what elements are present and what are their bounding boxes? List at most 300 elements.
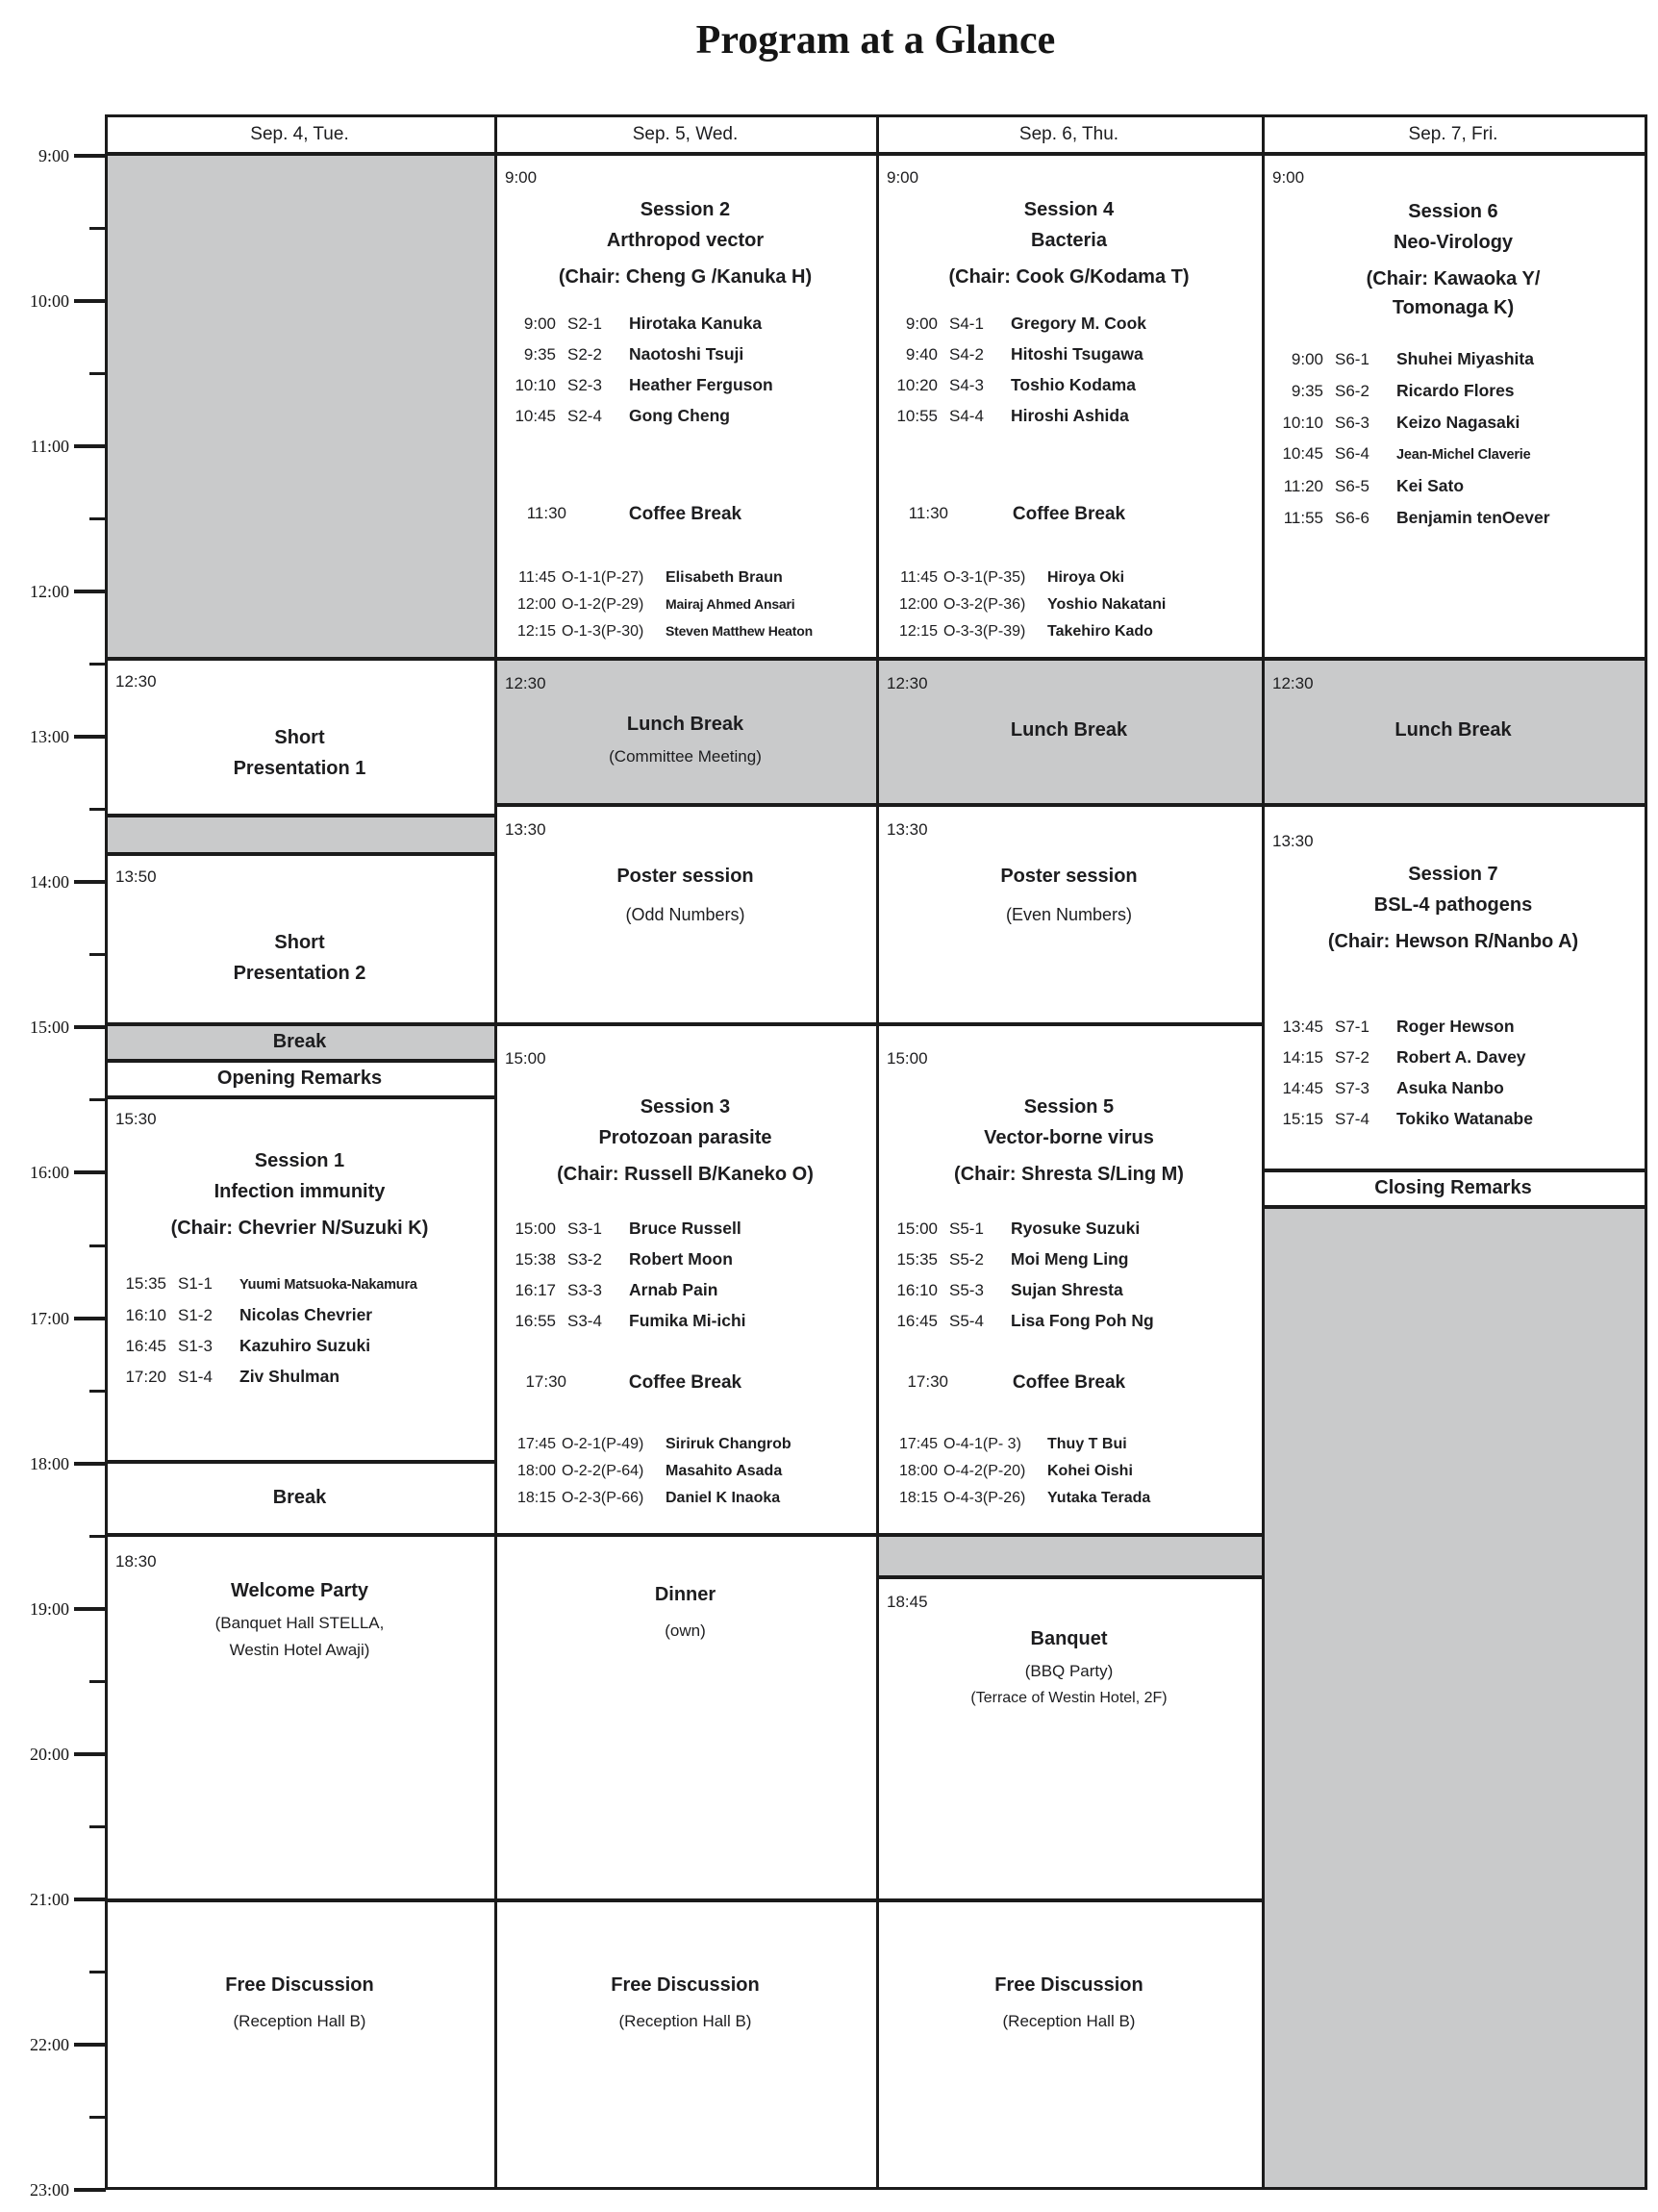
event-title: Lunch Break	[1010, 719, 1128, 741]
hour-tick	[74, 1607, 106, 1611]
speaker-name: Tokiko Watanabe	[1396, 1109, 1533, 1128]
oral-list	[500, 569, 874, 650]
half-hour-tick	[89, 1535, 106, 1538]
talk-time: 15:15	[1282, 1110, 1323, 1128]
talk-time: 17:45	[898, 1436, 938, 1452]
event-time: 13:30	[505, 820, 546, 839]
session-topic: Infection immunity	[214, 1181, 386, 1202]
talk-code: S3-3	[567, 1281, 602, 1299]
talk-code: S4-3	[949, 376, 984, 394]
half-hour-tick	[89, 1680, 106, 1683]
hour-tick	[74, 735, 106, 739]
opening-remarks-label: Opening Remarks	[216, 1068, 383, 1089]
closing-remarks-label: Closing Remarks	[1374, 1177, 1532, 1198]
speaker-name: Hitoshi Tsugawa	[1011, 344, 1143, 364]
event-subtitle: (Reception Hall B)	[1002, 2012, 1136, 2030]
event-title: Free Discussion	[611, 1974, 760, 1996]
talk-code: O-4-1(P- 3)	[943, 1436, 1021, 1452]
oral-row	[882, 596, 1260, 623]
hour-label: 21:00	[29, 1889, 69, 1909]
oral-row	[500, 1436, 874, 1463]
talk-time: 12:15	[516, 623, 556, 640]
hour-label: 17:00	[29, 1308, 69, 1328]
event-title: Banquet	[1030, 1628, 1108, 1649]
talk-list	[1268, 349, 1643, 540]
talk-row	[1268, 413, 1643, 444]
speaker-name: Keizo Nagasaki	[1396, 413, 1520, 432]
dinner-block	[494, 1533, 876, 1898]
talk-time: 10:10	[1282, 414, 1323, 432]
coffee-break-row	[876, 504, 1262, 529]
event-title: Dinner	[654, 1584, 716, 1605]
talk-time: 11:20	[1283, 477, 1323, 495]
oral-list	[500, 1436, 874, 1517]
session-topic: BSL-4 pathogens	[1373, 894, 1533, 916]
lunch-break-block	[876, 657, 1262, 803]
session-title: Session 5	[1023, 1096, 1115, 1118]
talk-time: 9:00	[523, 314, 556, 333]
talk-row	[500, 375, 874, 406]
coffee-break-row	[876, 1372, 1262, 1397]
talk-code: O-3-1(P-35)	[943, 569, 1026, 586]
hour-tick	[74, 2043, 106, 2047]
session-time: 9:00	[1272, 168, 1305, 187]
poster-session-block	[876, 803, 1262, 1022]
talk-row	[1268, 508, 1643, 540]
column-divider	[494, 114, 497, 2190]
event-title: Free Discussion	[994, 1974, 1143, 1996]
talk-row	[882, 375, 1260, 406]
free-discussion-block	[494, 1898, 876, 2190]
talk-row	[1268, 444, 1643, 476]
oral-row	[882, 1490, 1260, 1517]
speaker-name: Daniel K Inaoka	[666, 1490, 781, 1506]
talk-code: S5-4	[949, 1312, 984, 1330]
talk-code: S3-4	[567, 1312, 602, 1330]
break-label: Break	[272, 1487, 327, 1508]
talk-list	[1268, 1017, 1643, 1140]
talk-code: S6-6	[1335, 509, 1369, 527]
hour-label: 23:00	[29, 2179, 69, 2199]
speaker-name: Naotoshi Tsuji	[629, 344, 744, 364]
day-header-sep7: Sep. 7, Fri.	[1262, 114, 1645, 152]
session-title: Session 4	[1023, 199, 1115, 220]
poster-session-block	[494, 803, 876, 1022]
event-subtitle: (own)	[665, 1621, 706, 1640]
session-chair: (Chair: Chevrier N/Suzuki K)	[170, 1218, 429, 1239]
talk-code: S7-3	[1335, 1079, 1369, 1097]
speaker-name: Yuumi Matsuoka-Nakamura	[239, 1277, 417, 1293]
talk-code: S6-1	[1335, 350, 1369, 368]
hour-label: 18:00	[29, 1453, 69, 1473]
talk-code: S5-3	[949, 1281, 984, 1299]
session-3-block	[494, 1022, 876, 1533]
half-hour-tick	[89, 1098, 106, 1101]
lunch-break-block	[1262, 657, 1645, 803]
oral-row	[500, 1490, 874, 1517]
speaker-name: Takehiro Kado	[1047, 623, 1153, 640]
day-header-sep4: Sep. 4, Tue.	[105, 114, 494, 152]
event-time: 12:30	[1272, 674, 1314, 692]
coffee-label: Coffee Break	[1012, 504, 1126, 524]
talk-code: S2-1	[567, 314, 602, 333]
event-title: Short	[274, 932, 325, 953]
event-title: Welcome Party	[230, 1580, 369, 1601]
talk-time: 14:15	[1282, 1048, 1323, 1067]
oral-row	[500, 596, 874, 623]
talk-code: S1-1	[178, 1274, 213, 1293]
session-time: 15:00	[887, 1049, 928, 1068]
talk-code: S1-4	[178, 1368, 213, 1386]
oral-row	[882, 569, 1260, 596]
speaker-name: Toshio Kodama	[1011, 375, 1136, 394]
oral-row	[882, 1463, 1260, 1490]
speaker-name: Kei Sato	[1396, 476, 1465, 495]
event-time: 12:30	[887, 674, 928, 692]
speaker-name: Thuy T Bui	[1047, 1436, 1127, 1452]
hour-label: 10:00	[29, 291, 69, 312]
session-chair: (Chair: Shresta S/Ling M)	[954, 1164, 1184, 1185]
session-7-block	[1262, 803, 1645, 1169]
talk-row	[500, 406, 874, 437]
session-topic: Neo-Virology	[1393, 232, 1514, 253]
speaker-name: Ryosuke Suzuki	[1011, 1219, 1141, 1238]
hour-label: 9:00	[38, 146, 69, 165]
half-hour-tick	[89, 1971, 106, 1973]
speaker-name: Gong Cheng	[629, 406, 730, 425]
lunch-break-block	[494, 657, 876, 803]
talk-code: S4-2	[949, 345, 984, 364]
gap-band	[105, 814, 494, 852]
talk-code: S6-3	[1335, 414, 1369, 432]
talk-time: 9:00	[1291, 350, 1323, 368]
talk-time: 16:45	[896, 1312, 938, 1330]
session-time: 9:00	[505, 168, 538, 187]
session-chair: (Chair: Kawaoka Y/	[1366, 268, 1541, 289]
speaker-name: Sujan Shresta	[1011, 1280, 1123, 1299]
event-time: 18:45	[887, 1593, 928, 1611]
event-subtitle: Westin Hotel Awaji)	[229, 1641, 370, 1659]
talk-time: 15:00	[896, 1219, 938, 1238]
event-subtitle: (Terrace of Westin Hotel, 2F)	[970, 1690, 1168, 1706]
talk-code: S2-2	[567, 345, 602, 364]
page-title: Program at a Glance	[695, 18, 1056, 63]
session-4-block	[876, 156, 1262, 657]
gap-band	[876, 1533, 1262, 1575]
talk-code: S6-2	[1335, 382, 1369, 400]
talk-row	[1268, 1109, 1643, 1140]
talk-time: 16:10	[125, 1306, 166, 1324]
speaker-name: Gregory M. Cook	[1011, 314, 1146, 333]
event-title: Lunch Break	[1394, 719, 1512, 741]
coffee-time: 11:30	[908, 504, 948, 522]
oral-row	[500, 623, 874, 650]
talk-row	[882, 1311, 1260, 1342]
speaker-name: Shuhei Miyashita	[1396, 349, 1534, 368]
session-2-block	[494, 156, 876, 657]
talk-code: S7-4	[1335, 1110, 1369, 1128]
session-chair: Tomonaga K)	[1392, 297, 1515, 318]
speaker-name: Ziv Shulman	[239, 1367, 340, 1386]
speaker-name: Asuka Nanbo	[1396, 1078, 1504, 1097]
talk-time: 9:40	[905, 345, 938, 364]
coffee-label: Coffee Break	[1012, 1372, 1126, 1393]
session-chair: (Chair: Cheng G /Kanuka H)	[558, 266, 813, 288]
talk-time: 12:15	[898, 623, 938, 640]
talk-list	[882, 314, 1260, 437]
opening-remarks-band	[105, 1059, 494, 1095]
event-time: 12:30	[115, 672, 157, 691]
event-title: Poster session	[1000, 866, 1138, 887]
half-hour-tick	[89, 808, 106, 811]
closing-remarks-band	[1262, 1169, 1645, 1205]
talk-row	[882, 344, 1260, 375]
talk-row	[500, 344, 874, 375]
talk-code: O-3-2(P-36)	[943, 596, 1026, 613]
talk-time: 9:00	[905, 314, 938, 333]
talk-code: S2-3	[567, 376, 602, 394]
table-left-border	[105, 114, 108, 2190]
speaker-name: Masahito Asada	[666, 1463, 783, 1479]
table-right-border	[1645, 114, 1647, 2190]
speaker-name: Arnab Pain	[629, 1280, 718, 1299]
talk-time: 18:15	[898, 1490, 938, 1506]
talk-code: S3-1	[567, 1219, 602, 1238]
talk-code: O-2-2(P-64)	[562, 1463, 644, 1479]
session-6-block	[1262, 156, 1645, 657]
speaker-name: Hiroshi Ashida	[1011, 406, 1129, 425]
half-hour-tick	[89, 2116, 106, 2119]
talk-list	[111, 1274, 492, 1397]
break-band	[105, 1022, 494, 1059]
talk-time: 16:45	[125, 1337, 166, 1355]
talk-row	[111, 1367, 492, 1397]
session-topic: Bacteria	[1031, 230, 1107, 251]
talk-time: 10:45	[1282, 444, 1323, 463]
day-header-sep5: Sep. 5, Wed.	[494, 114, 876, 152]
talk-time: 12:00	[516, 596, 556, 613]
half-hour-tick	[89, 1825, 106, 1828]
talk-code: S2-4	[567, 407, 602, 425]
oral-row	[882, 623, 1260, 650]
talk-time: 17:20	[125, 1368, 166, 1386]
talk-row	[500, 1219, 874, 1249]
event-subtitle: (Odd Numbers)	[625, 905, 745, 924]
talk-code: S5-1	[949, 1219, 984, 1238]
hour-tick	[74, 299, 106, 303]
speaker-name: Steven Matthew Heaton	[666, 623, 813, 639]
speaker-name: Elisabeth Braun	[666, 569, 783, 586]
event-subtitle: (Reception Hall B)	[233, 2012, 366, 2030]
speaker-name: Roger Hewson	[1396, 1017, 1515, 1036]
free-discussion-block	[105, 1898, 494, 2190]
hour-label: 19:00	[29, 1598, 69, 1619]
event-subtitle: (Banquet Hall STELLA,	[214, 1614, 385, 1632]
talk-time: 16:55	[515, 1312, 556, 1330]
half-hour-tick	[89, 517, 106, 520]
talk-time: 15:35	[896, 1250, 938, 1269]
talk-time: 11:55	[1283, 509, 1323, 527]
session-title: Session 7	[1408, 864, 1498, 885]
speaker-name: Yutaka Terada	[1047, 1490, 1151, 1506]
event-title: Lunch Break	[626, 714, 744, 735]
talk-code: S1-2	[178, 1306, 213, 1324]
oral-list	[882, 569, 1260, 650]
event-title: Presentation 1	[233, 758, 366, 779]
oral-row	[500, 569, 874, 596]
talk-time: 16:17	[515, 1281, 556, 1299]
talk-row	[1268, 381, 1643, 413]
coffee-time: 17:30	[907, 1372, 948, 1391]
day-header-sep6: Sep. 6, Thu.	[876, 114, 1262, 152]
talk-time: 11:45	[900, 569, 938, 586]
speaker-name: Ricardo Flores	[1396, 381, 1515, 400]
oral-row	[882, 1436, 1260, 1463]
coffee-label: Coffee Break	[628, 504, 742, 524]
hour-tick	[74, 590, 106, 593]
talk-row	[500, 314, 874, 344]
speaker-name: Hirotaka Kanuka	[629, 314, 763, 333]
event-title: Poster session	[616, 866, 754, 887]
talk-row	[500, 1280, 874, 1311]
session-topic: Arthropod vector	[606, 230, 765, 251]
talk-time: 18:00	[516, 1463, 556, 1479]
talk-code: O-3-3(P-39)	[943, 623, 1026, 640]
event-time: 13:50	[115, 867, 157, 886]
speaker-name: Fumika Mi-ichi	[629, 1311, 746, 1330]
talk-time: 10:55	[896, 407, 938, 425]
talk-code: O-2-3(P-66)	[562, 1490, 644, 1506]
speaker-name: Moi Meng Ling	[1011, 1249, 1129, 1269]
talk-code: O-1-3(P-30)	[562, 623, 644, 640]
coffee-break-row	[494, 504, 876, 529]
session-title: Session 1	[254, 1150, 345, 1171]
talk-time: 10:45	[515, 407, 556, 425]
talk-code: S6-5	[1335, 477, 1369, 495]
session-topic: Protozoan parasite	[598, 1127, 772, 1148]
talk-time: 16:10	[896, 1281, 938, 1299]
speaker-name: Kazuhiro Suzuki	[239, 1336, 371, 1355]
talk-time: 9:35	[523, 345, 556, 364]
talk-row	[1268, 1078, 1643, 1109]
talk-code: S4-1	[949, 314, 984, 333]
talk-row	[1268, 1047, 1643, 1078]
speaker-name: Lisa Fong Poh Ng	[1011, 1311, 1154, 1330]
break-label: Break	[272, 1031, 327, 1052]
session-time: 15:30	[115, 1110, 157, 1128]
talk-row	[1268, 476, 1643, 508]
talk-row	[500, 1249, 874, 1280]
speaker-name: Siriruk Changrob	[666, 1436, 791, 1452]
banquet-block	[876, 1575, 1262, 1898]
hour-label: 11:00	[30, 437, 69, 457]
session-title: Session 2	[640, 199, 731, 220]
talk-row	[882, 314, 1260, 344]
talk-row	[1268, 1017, 1643, 1047]
talk-code: O-4-3(P-26)	[943, 1490, 1026, 1506]
talk-row	[882, 1249, 1260, 1280]
event-subtitle: (BBQ Party)	[1024, 1662, 1114, 1680]
talk-time: 18:15	[516, 1490, 556, 1506]
half-hour-tick	[89, 227, 106, 230]
speaker-name: Heather Ferguson	[629, 375, 773, 394]
coffee-label: Coffee Break	[628, 1372, 742, 1393]
hour-tick	[74, 154, 106, 158]
speaker-name: Jean-Michel Claverie	[1396, 447, 1531, 463]
talk-list	[500, 314, 874, 437]
event-subtitle: (Reception Hall B)	[618, 2012, 752, 2030]
event-title: Presentation 2	[233, 963, 366, 984]
event-time: 18:30	[115, 1552, 157, 1571]
session-chair: (Chair: Russell B/Kaneko O)	[557, 1164, 814, 1185]
coffee-time: 17:30	[525, 1372, 566, 1391]
half-hour-tick	[89, 372, 106, 375]
hour-label: 15:00	[29, 1018, 69, 1038]
coffee-time: 11:30	[526, 504, 566, 522]
talk-code: S5-2	[949, 1250, 984, 1269]
free-discussion-block	[876, 1898, 1262, 2190]
event-time: 13:30	[887, 820, 928, 839]
session-topic: Vector-borne virus	[984, 1127, 1154, 1148]
half-hour-tick	[89, 663, 106, 666]
talk-row	[882, 406, 1260, 437]
talk-time: 9:35	[1291, 382, 1323, 400]
welcome-party-block	[105, 1533, 494, 1898]
speaker-name: Kohei Oishi	[1047, 1463, 1133, 1479]
session-time: 9:00	[887, 168, 919, 187]
column-divider	[1262, 114, 1265, 2190]
speaker-name: Nicolas Chevrier	[239, 1305, 373, 1324]
talk-time: 10:10	[515, 376, 556, 394]
speaker-name: Hiroya Oki	[1047, 569, 1125, 586]
column-divider	[876, 114, 879, 2190]
talk-time: 18:00	[898, 1463, 938, 1479]
session-chair: (Chair: Cook G/Kodama T)	[948, 266, 1190, 288]
session-5-block	[876, 1022, 1262, 1533]
session-time: 15:00	[505, 1049, 546, 1068]
hour-label: 16:00	[29, 1163, 69, 1183]
talk-time: 15:00	[515, 1219, 556, 1238]
event-subtitle: (Even Numbers)	[1005, 905, 1133, 924]
hour-label: 12:00	[29, 582, 69, 602]
short-presentation-2-block	[105, 852, 494, 1022]
event-subtitle: (Committee Meeting)	[609, 747, 762, 766]
hour-tick	[74, 880, 106, 884]
speaker-name: Benjamin tenOever	[1396, 508, 1550, 527]
event-title: Free Discussion	[225, 1974, 374, 1996]
talk-code: O-1-2(P-29)	[562, 596, 644, 613]
evening-break-block	[105, 1460, 494, 1533]
hour-label: 13:00	[29, 727, 69, 747]
talk-time: 14:45	[1282, 1079, 1323, 1097]
talk-time: 15:38	[515, 1250, 556, 1269]
hour-tick	[74, 1170, 106, 1174]
talk-time: 11:45	[518, 569, 556, 586]
hour-tick	[74, 2188, 106, 2192]
talk-list	[882, 1219, 1260, 1342]
talk-time: 17:45	[516, 1436, 556, 1452]
event-title: Short	[274, 727, 325, 748]
hour-label: 22:00	[29, 2034, 69, 2054]
talk-time: 13:45	[1282, 1018, 1323, 1036]
empty-morning-block	[105, 156, 494, 657]
talk-code: O-4-2(P-20)	[943, 1463, 1026, 1479]
speaker-name: Robert A. Davey	[1396, 1047, 1526, 1067]
hour-label: 20:00	[29, 1744, 69, 1764]
oral-row	[500, 1463, 874, 1490]
hour-tick	[74, 1025, 106, 1029]
session-time: 13:30	[1272, 832, 1314, 850]
